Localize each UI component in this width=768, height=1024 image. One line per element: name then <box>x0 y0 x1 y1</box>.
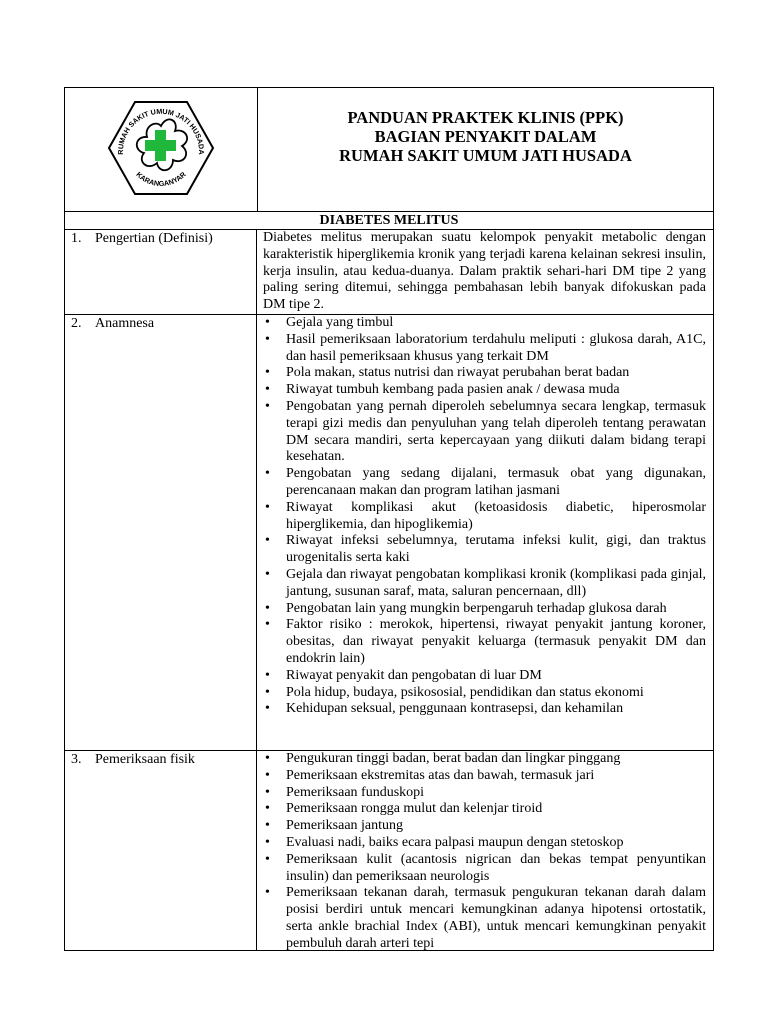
row-label-text: Pengertian (Definisi) <box>95 231 213 246</box>
list-item: • Pengukuran tinggi badan, berat badan dan lingkar pinggang <box>263 751 706 768</box>
list-item: • Kehidupan seksual, penggunaan kontrasepsi, dan kehamilan <box>263 701 706 718</box>
row-definisi <box>65 230 713 315</box>
list-item: • Pemeriksaan tekanan darah, termasuk pengukuran tekanan darah dalam posisi berdiri untuk mencari kemungkinan adanya hipotensi ortostatik, serta ankle brachial Index (ABI), untuk mencari kemungkinan penyakit pembuluh darah arteri tepi <box>263 885 706 952</box>
list-item: • Pemeriksaan jantung <box>263 818 706 835</box>
anamnesa-list <box>263 315 706 718</box>
list-item: • Riwayat infeksi sebelumnya, terutama infeksi kulit, gigi, dan traktus urogenitalis serta kaki <box>263 533 706 567</box>
list-item: • Pola hidup, budaya, psikososial, pendidikan dan status ekonomi <box>263 685 706 702</box>
list-item: • Pengobatan yang pernah diperoleh sebelumnya secara lengkap, termasuk terapi gizi medis dan penyuluhan yang telah diperoleh tentang perawatan DM secara mandiri, serta kepercayaan yang diikuti dalam bidang terapi kesehatan. <box>263 399 706 466</box>
logo-ring-text-bottom: KARANGANYAR <box>134 169 188 189</box>
row-content <box>263 230 706 314</box>
row-label <box>65 315 257 750</box>
logo-cross-icon-bar <box>145 140 176 151</box>
title-line: BAGIAN PENYAKIT DALAM <box>374 127 597 146</box>
row-label <box>65 751 257 950</box>
pemeriksaan-fisik-list <box>263 751 706 953</box>
list-item: • Riwayat komplikasi akut (ketoasidosis diabetic, hiperosmolar hiperglikemia, dan hipoglikemia) <box>263 500 706 534</box>
list-item: • Pengobatan yang sedang dijalani, termasuk obat yang digunakan, perencanaan makan dan program latihan jasmani <box>263 466 706 500</box>
logo-ring-text-top: RUMAH SAKIT UMUM JATI HUSADA <box>115 106 207 155</box>
row-number: 3. <box>71 752 82 767</box>
logo-cell <box>65 88 258 211</box>
list-item: • Gejala dan riwayat pengobatan komplikasi kronik (komplikasi pada ginjal, jantung, susunan saraf, mata, saluran pencernaan, dll) <box>263 567 706 601</box>
list-item: • Faktor risiko : merokok, hipertensi, riwayat penyakit jantung koroner, obesitas, dan riwayat penyakit keluarga (termasuk penyakit DM dan endokrin lain) <box>263 617 706 667</box>
row-label-text: Anamnesa <box>95 316 155 331</box>
document-title <box>258 108 713 165</box>
title-line: PANDUAN PRAKTEK KLINIS (PPK) <box>347 108 624 127</box>
row-number: 1. <box>71 231 82 246</box>
list-item: • Evaluasi nadi, baiks ecara palpasi maupun dengan stetoskop <box>263 835 706 852</box>
definition-text: Diabetes melitus merupakan suatu kelompok penyakit metabolic dengan karakteristik hiperglikemia kronik yang terjadi karena kelainan sekresi insulin, kerja insulin, atau kedua-duanya. Dalam praktik sehari-hari DM tipe 2 yang paling sering ditemui, sehingga pembahasan lebih banyak difokuskan pada DM tipe 2. <box>263 230 706 313</box>
list-item: • Gejala yang timbul <box>263 315 706 332</box>
list-item: • Pemeriksaan funduskopi <box>263 785 706 802</box>
row-number: 2. <box>71 316 82 331</box>
row-pemeriksaan-fisik <box>65 751 713 950</box>
list-item: • Pengobatan lain yang mungkin berpengaruh terhadap glukosa darah <box>263 601 706 618</box>
list-item: • Pemeriksaan kulit (acantosis nigrican dan bekas tempat penyuntikan insulin) dan pemeriksaan neurologis <box>263 852 706 886</box>
row-label <box>65 230 257 314</box>
document-header <box>65 88 713 212</box>
row-anamnesa <box>65 315 713 751</box>
row-content <box>263 315 706 718</box>
list-item: • Pemeriksaan rongga mulut dan kelenjar tiroid <box>263 801 706 818</box>
list-item: • Pola makan, status nutrisi dan riwayat perubahan berat badan <box>263 365 706 382</box>
list-item: • Pemeriksaan ekstremitas atas dan bawah, termasuk jari <box>263 768 706 785</box>
ppk-document <box>64 87 714 951</box>
title-line: RUMAH SAKIT UMUM JATI HUSADA <box>339 146 632 165</box>
section-title: DIABETES MELITUS <box>65 212 713 230</box>
row-content <box>263 751 706 953</box>
list-item: • Riwayat tumbuh kembang pada pasien anak / dewasa muda <box>263 382 706 399</box>
row-label-text: Pemeriksaan fisik <box>95 752 195 767</box>
list-item: • Riwayat penyakit dan pengobatan di luar DM <box>263 668 706 685</box>
list-item: • Hasil pemeriksaan laboratorium terdahulu meliputi : glukosa darah, A1C, dan hasil pemeriksaan khusus yang terkait DM <box>263 332 706 366</box>
hospital-logo <box>105 98 217 198</box>
